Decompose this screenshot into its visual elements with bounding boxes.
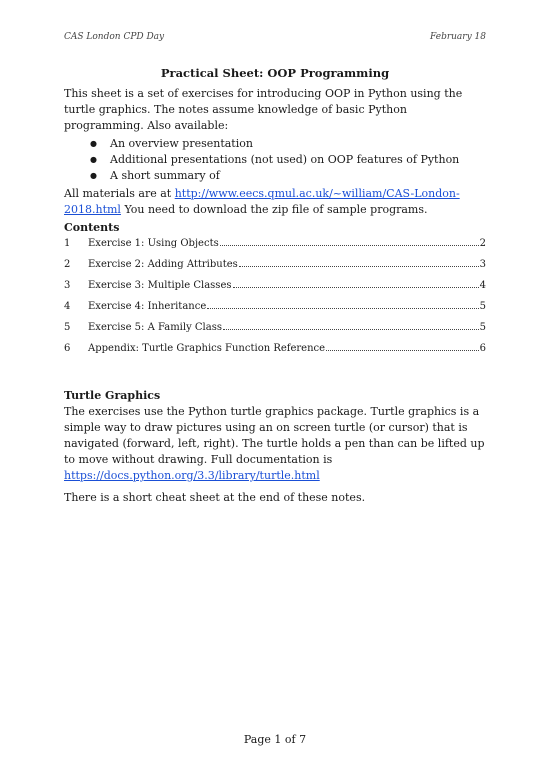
toc-page: 6 — [479, 343, 486, 354]
contents-heading: Contents — [64, 221, 120, 234]
toc-label: Appendix: Turtle Graphics Function Reference — [88, 343, 326, 354]
toc-leader — [239, 266, 479, 267]
toc-page: 3 — [479, 259, 486, 270]
list-item: ● A short summary of — [90, 168, 486, 184]
document-title: Practical Sheet: OOP Programming — [160, 66, 390, 80]
toc-entry-5[interactable] — [64, 322, 486, 343]
turtle-doc-link[interactable]: https://docs.python.org/3.3/library/turtle.html — [64, 469, 320, 482]
table-of-contents — [64, 238, 486, 364]
toc-page: 4 — [479, 280, 486, 291]
toc-page: 2 — [479, 238, 486, 249]
toc-label: Exercise 4: Inheritance — [88, 301, 207, 312]
toc-number: 1 — [64, 238, 71, 249]
toc-label: Exercise 2: Adding Attributes — [88, 259, 238, 270]
toc-number: 5 — [64, 322, 71, 333]
turtle-heading: Turtle Graphics — [64, 389, 161, 402]
materials-paragraph — [64, 186, 486, 218]
materials-link[interactable]: http://www.eecs.qmul.ac.uk/~william/CAS-London-2018.html — [64, 187, 460, 216]
toc-entry-2[interactable] — [64, 259, 486, 280]
toc-page: 5 — [479, 301, 486, 312]
toc-leader — [223, 329, 479, 330]
toc-leader — [220, 245, 479, 246]
toc-label: Exercise 1: Using Objects — [88, 238, 219, 249]
toc-page: 5 — [479, 322, 486, 333]
available-list — [64, 136, 486, 184]
toc-number: 6 — [64, 343, 71, 354]
page-header — [64, 32, 486, 42]
header-right: February 18 — [429, 32, 486, 42]
list-item: ● Additional presentations (not used) on OOP features of Python — [90, 152, 486, 168]
toc-entry-1[interactable] — [64, 238, 486, 259]
toc-leader — [326, 350, 479, 351]
toc-number: 2 — [64, 259, 71, 270]
header-left: CAS London CPD Day — [64, 32, 165, 42]
toc-entry-3[interactable] — [64, 280, 486, 301]
toc-label: Exercise 5: A Family Class — [88, 322, 222, 333]
toc-number: 4 — [64, 301, 71, 312]
turtle-paragraph — [64, 404, 486, 484]
toc-entry-6[interactable] — [64, 343, 486, 364]
page-footer: Page 1 of 7 — [243, 733, 307, 746]
list-item: ● An overview presentation — [90, 136, 486, 152]
turtle-body: The exercises use the Python turtle graphics package. Turtle graphics is a simple way to draw pictures using an on screen turtle (or cursor) that is navigated (forward, left, right). The turtle holds a pen than can be lifted up to move without drawing. Full documentation is — [64, 405, 485, 466]
toc-leader — [207, 308, 478, 309]
toc-number: 3 — [64, 280, 71, 291]
page-content — [64, 66, 486, 506]
toc-entry-4[interactable] — [64, 301, 486, 322]
cheat-sheet-note: There is a short cheat sheet at the end of these notes. — [64, 491, 366, 504]
toc-label: Exercise 3: Multiple Classes — [88, 280, 232, 291]
intro-paragraph: This sheet is a set of exercises for introducing OOP in Python using the turtle graphics. The notes assume knowledge of basic Python programming. Also available: — [64, 87, 463, 132]
toc-leader — [233, 287, 479, 288]
materials-suffix: You need to download the zip file of sample programs. — [120, 203, 428, 216]
materials-prefix: All materials are at — [64, 187, 175, 200]
